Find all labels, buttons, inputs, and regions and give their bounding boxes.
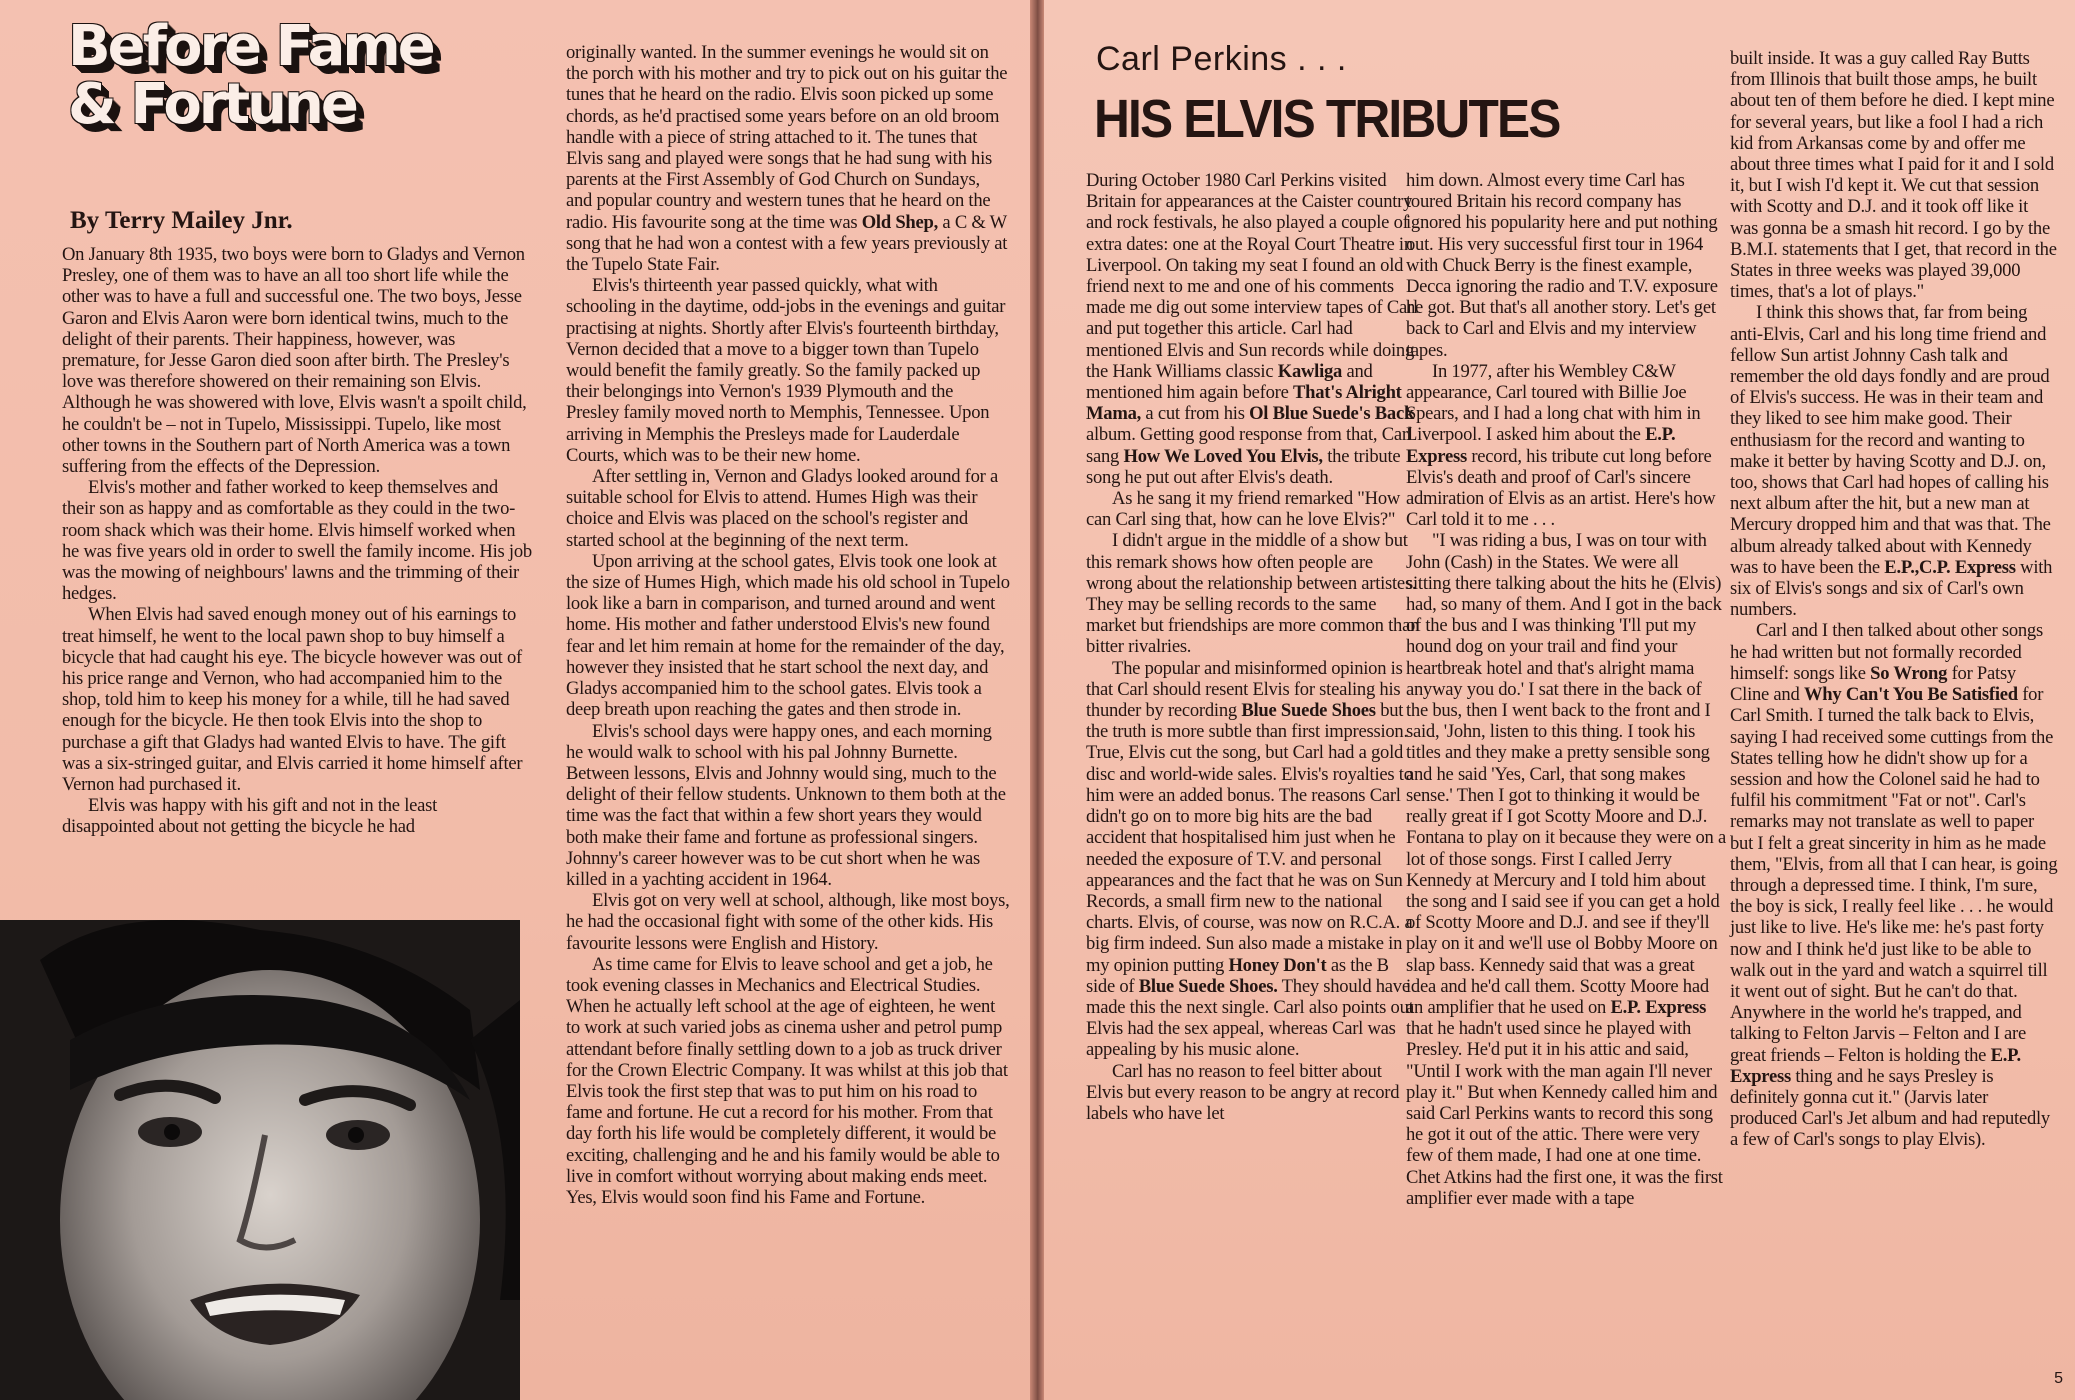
portrait-image — [0, 920, 520, 1400]
text-run: Carl has no reason to feel bitter about Elvis but every reason to be angry at record labels who have let — [1086, 1060, 1400, 1124]
paragraph — [1406, 170, 1726, 361]
text-run: During October 1980 Carl Perkins visited Britain for appearances at the Caister country and rock festivals, he also played a couple of extra dates: one at the Royal Court Theatre in Liverpool. On taking my seat I found an old friend next to me and one of his comments made me dig out some interview tapes of Carl and put together this article. Carl had mentioned Elvis and Sun records while doing the Hank Williams classic — [1086, 170, 1418, 382]
text-run: thing and he says Presley is definitely gonna cut it." (Jarvis later produced Carl's Jet album and had reputedly a few of Carl's songs to play Elvis). — [1730, 1065, 2050, 1151]
right-column-3 — [1730, 48, 2058, 1151]
bold-title: Blue Suede Shoes — [1241, 700, 1376, 722]
text-run: The popular and misinformed opinion is that Carl should resent Elvis for stealing his thunder by recording — [1086, 657, 1403, 722]
text-run: as the B side of — [1086, 954, 1389, 997]
paragraph: Elvis's school days were happy ones, and each morning he would walk to school with his pal Johnny Burnette. Between lessons, Elvis and Johnny would sing, much to the delight of their fellow students. Unknown to them both at the time was the fact that within a few short years they would both make their fame and fortune as professional singers. Johnny's career however was to be cut short when he was killed in a yachting accident in 1964. — [566, 720, 1006, 890]
bold-title: Honey Don't — [1228, 954, 1327, 976]
text-run: that he hadn't used since he played with Presley. He'd put it in his attic and said, "Until I work with the man again I'll never play it." But when Kennedy called him and said Carl Perkins wants to record this song he got it out of the attic. There were very few of them made, I had one at one time. Chet Atkins had the first one, it was the first amplifier ever made with a tape — [1406, 1018, 1723, 1209]
bold-title: E.P. Express — [1730, 1044, 2021, 1087]
text-run: the tribute song he put out after Elvis's death. — [1086, 445, 1401, 488]
text-run: for Patsy Cline and — [1730, 662, 2016, 706]
bold-title: E.P.,C.P. Express — [1884, 556, 2016, 578]
text-run: record, his tribute cut long before Elvis's death and proof of Carl's sincere admiration of Elvis as an artist. Here's how Carl told it to me . . . — [1406, 445, 1716, 531]
left-page — [0, 0, 1030, 1400]
paragraph — [1730, 620, 2058, 1150]
text-run: I think this shows that, far from being anti-Elvis, Carl and his long time friend and fellow Sun artist Johnny Cash talk and remember the old days fondly and are proud of Elvis's success. He was in their team and they liked to see him make good. Their enthusiasm for the record and wanting to make it better by having Scotty and D.J. on, too, shows that Carl had hopes of calling his next album after the hit, but a new man at Mercury dropped him and that was that. The album already talked about with Kennedy was to have been the — [1730, 302, 2051, 578]
article-title — [68, 14, 488, 137]
article-title: HIS ELVIS TRIBUTES — [1094, 89, 1560, 149]
text-run: him down. Almost every time Carl has toured Britain his record company has ignored his popularity here and put nothing out. His very successful first tour in 1964 with Chuck Berry is the finest example, Decca ignoring the radio and T.V. exposure he got. But that's all another story. Let's get back to Carl and Elvis and my interview tapes. — [1406, 170, 1718, 361]
paragraph — [1086, 1061, 1420, 1125]
text-run: I didn't argue in the middle of a show but this remark shows how often people are wrong about the relationship between artistes. They may be selling records to the same market but friendships are more common than bitter rivalries. — [1086, 530, 1420, 658]
text-run: Carl and I then talked about other songs he had written but not formally recorded himself: songs like — [1730, 620, 2043, 684]
paragraph: When Elvis had saved enough money out of his earnings to treat himself, he went to the local pawn shop to buy himself a bicycle that had caught his eye. The bicycle however was out of his price range and Vernon, who had accompanied him to the shop, told him to keep his money for a while, till he had saved enough for the bicycle. He then took Elvis into the shop to purchase a gift that Gladys had wanted Elvis to have. The gift was a six-stringed guitar, and Elvis carried it home himself after Vernon had purchased it. — [62, 604, 523, 796]
title-line-1: Before Fame — [68, 14, 433, 79]
bold-title: Ol Blue Suede's Back — [1249, 403, 1415, 425]
right-column-2 — [1406, 170, 1726, 1209]
text-run: with six of Elvis's songs and six of Carl's own numbers. — [1730, 556, 2053, 621]
paragraph — [1086, 658, 1420, 1061]
paragraph — [1086, 530, 1420, 657]
right-page — [1044, 0, 2075, 1400]
bold-title: Blue Suede Shoes. — [1138, 975, 1278, 997]
paragraph: originally wanted. In the summer evenings he would sit on the porch with his mother and try to pick out on his guitar the tunes that he heard on the radio. Elvis soon picked up some chords, as he'd practised some years before on an old broom handle with a piece of string attached to it. The tunes that Elvis sang and played were songs that he had sung with his parents at the First Assembly of God Church on Sundays, and popular country and western tunes that he heard on the radio. His favourite song at the time was Old Shep, a C & W song that he had won a contest with a few years previously at the Tupelo State Fair. — [566, 42, 1008, 276]
right-column-1 — [1086, 170, 1420, 1124]
text-run: album. Getting good response from that, Carl sang — [1086, 424, 1413, 467]
text-run: They should have made this the next single. Carl also points out Elvis had the sex appeal, whereas Carl was appealing by his music alone. — [1086, 975, 1414, 1061]
elvis-portrait-photo — [0, 920, 520, 1400]
paragraph — [1406, 361, 1726, 531]
paragraph — [1730, 302, 2058, 620]
paragraph: Elvis was happy with his gift and not in the least disappointed about not getting the bicycle he had — [62, 795, 438, 838]
page-number: 5 — [2054, 1370, 2063, 1387]
title-line-2: & Fortune — [68, 72, 356, 137]
text-run: for Carl Smith. I turned the talk back to Elvis, saying I had received some cuttings from the States telling how he didn't show up for a session and how the Colonel said he had to fulfil his commitment "Fat or not". Carl's remarks may not translate as well to paper but I felt a great sincerity in him as he made them, "Elvis, from all that I can hear, is going through a depressed time. I think, I'm sure, the boy is sick, I really feel like . . . he would just like to live. He's like me: he's past forty now and I think he'd just like to be able to walk out in the yard and watch a squirrel till it went out of sight. But he can't do that. Anywhere in the world he's trapped, and talking to Felton Jarvis – Felton and I are great friends – Felton is holding the — [1730, 684, 2058, 1066]
paragraph: Elvis's thirteenth year passed quickly, what with schooling in the daytime, odd-jobs in the evenings and guitar practising at nights. Shortly after Elvis's fourteenth birthday, Vernon decided that a move to a bigger town than Tupelo would benefit the family greatly. So the family packed up their belongings into Vernon's 1939 Plymouth and the Presley family moved north to Memphis, Tennessee. Upon arriving in Memphis the Presleys made for Lauderdale Courts, which was to be their new home. — [566, 275, 1006, 466]
text-run: In 1977, after his Wembley C&W appearance, Carl toured with Billie Joe Spears, and I had a long chat with him in Liverpool. I asked him about the — [1406, 360, 1701, 446]
left-column-2 — [566, 42, 1010, 1208]
bold-title: Why Can't You Be Satisfied — [1803, 684, 2018, 706]
paragraph: Upon arriving at the school gates, Elvis took one look at the size of Humes High, which made his old school in Tupelo look like a barn in comparison, and turned around and went home. His mother and father understood Elvis's new found fear and let him remain at home for the remainder of the day, however they insisted that he start school the next day, and Gladys accompanied him to the school gates. Elvis took a deep breath upon reaching the gates and then strode in. — [566, 550, 1010, 721]
paragraph — [1730, 48, 2058, 302]
left-column-1 — [62, 244, 532, 838]
bold-title: E.P. Express — [1610, 996, 1707, 1018]
article-kicker: Carl Perkins . . . — [1096, 40, 1347, 78]
page-gutter — [1030, 0, 1044, 1400]
text-run: a cut from his — [1141, 403, 1250, 425]
text-run: and mentioned him again before — [1086, 360, 1373, 404]
paragraph: On January 8th 1935, two boys were born to Gladys and Vernon Presley, one of them was to have an all too short life while the other was to have a full and successful one. The two boys, Jesse Garon and Elvis Aaron were born identical twins, much to the delight of their parents. Their happiness, however, was premature, for Jesse Garon died soon after birth. The Presley's love was therefore showered on their remaining son Elvis. Although he was showered with love, Elvis wasn't a spoilt child, he couldn't be – not in Tupelo, Mississippi. Tupelo, like most other towns in the Southern part of North America was a town suffering from the effects of the Depression. — [62, 244, 527, 478]
song-title: Old Shep, — [861, 211, 939, 233]
text-run: As he sang it my friend remarked "How can Carl sing that, how can he love Elvis?" — [1086, 488, 1401, 531]
bold-title: How We Loved You Elvis, — [1123, 445, 1323, 467]
bold-title: That's Alright Mama, — [1086, 382, 1402, 425]
paragraph — [1406, 530, 1726, 1209]
text-run: built inside. It was a guy called Ray Butts from Illinois that built those amps, he built about ten of them before he died. I kept mine for several years, but like a fool I had a rich kid from Arkansas come by and offer me about three times what I paid for it and I sold it, but I wish I'd kept it. We cut that session with Scotty and D.J. and it took off like it was gonna be a smash hit record. I go by the B.M.I. statements that I get, that record in the States in three weeks was played 39,000 times, that's a lot of plays." — [1730, 48, 2057, 303]
byline: By Terry Mailey Jnr. — [70, 207, 293, 234]
bold-title: Kawliga — [1277, 360, 1343, 382]
paragraph — [1086, 170, 1420, 488]
bold-title: E.P. Express — [1406, 424, 1676, 467]
paragraph: Elvis got on very well at school, although, like most boys, he had the occasional fight with some of the other kids. His favourite lessons were English and History. — [566, 890, 1010, 954]
paragraph: After settling in, Vernon and Gladys looked around for a suitable school for Elvis to attend. Humes High was their choice and Elvis was placed on the school's register and started school at the beginning of the next term. — [566, 466, 999, 551]
bold-title: So Wrong — [1870, 662, 1948, 684]
text-run: "I was riding a bus, I was on tour with John (Cash) in the States. We were all sitting there talking about the hits he (Elvis) had, so many of them. And I got in the back of the bus and I was thinking 'I'll put my hound dog on your trail and find your heartbreak hotel and that's alright mama anyway you do.' I sat there in the back of the bus, then I went back to the front and I said, 'John, listen to this thing. I took his titles and they make a pretty sensible song and he said 'Yes, Carl, that song makes sense.' Then I got to thinking it would be really great if I got Scotty Moore and D.J. Fontana to play on it because they were on a lot of those songs. First I called Jerry Kennedy at Mercury and I told him about the song and I said see if you can get a hold of Scotty Moore and D.J. and see if they'll play on it and we'll use ol Bobby Moore on slap bass. Kennedy said that was a great idea and he'd call them. Scotty Moore had an amplifier that he used on — [1406, 530, 1726, 1018]
paragraph: Elvis's mother and father worked to keep themselves and their son as happy and as comfortable as they could in the two-room shack which was their home. Elvis himself worked when he was five years old in order to swell the family income. His job was the mowing of neighbours' lawns and the trimming of their hedges. — [62, 477, 532, 605]
text-run: but the truth is more subtle than first impression. True, Elvis cut the song, but Carl had a gold disc and world-wide sales. Elvis's royalties to him were an added bonus. The reasons Carl didn't go on to more big hits are the bad accident that hospitalised him just when he needed the exposure of T.V. and personal appearances and the fact that he was on Sun Records, a small firm new to the national charts. Elvis, of course, was now on R.C.A. a big firm indeed. Sun also made a mistake in my opinion putting — [1086, 700, 1413, 976]
paragraph: As time came for Elvis to leave school and get a job, he took evening classes in Mechanics and Electrical Studies. When he actually left school at the age of eighteen, he went to work at such varied jobs as cinema usher and petrol pump attendant before finally settling down to a job as truck driver for the Crown Electric Company. It was whilst at this job that Elvis took the first step that was to put him on his road to fame and fortune. He cut a record for his mother. From that day forth his life would be completely different, it would be exciting, challenging and he and his family would be able to live in comfort without worrying about making ends meet. Yes, Elvis would soon find his Fame and Fortune. — [566, 953, 1008, 1208]
paragraph — [1086, 488, 1420, 530]
